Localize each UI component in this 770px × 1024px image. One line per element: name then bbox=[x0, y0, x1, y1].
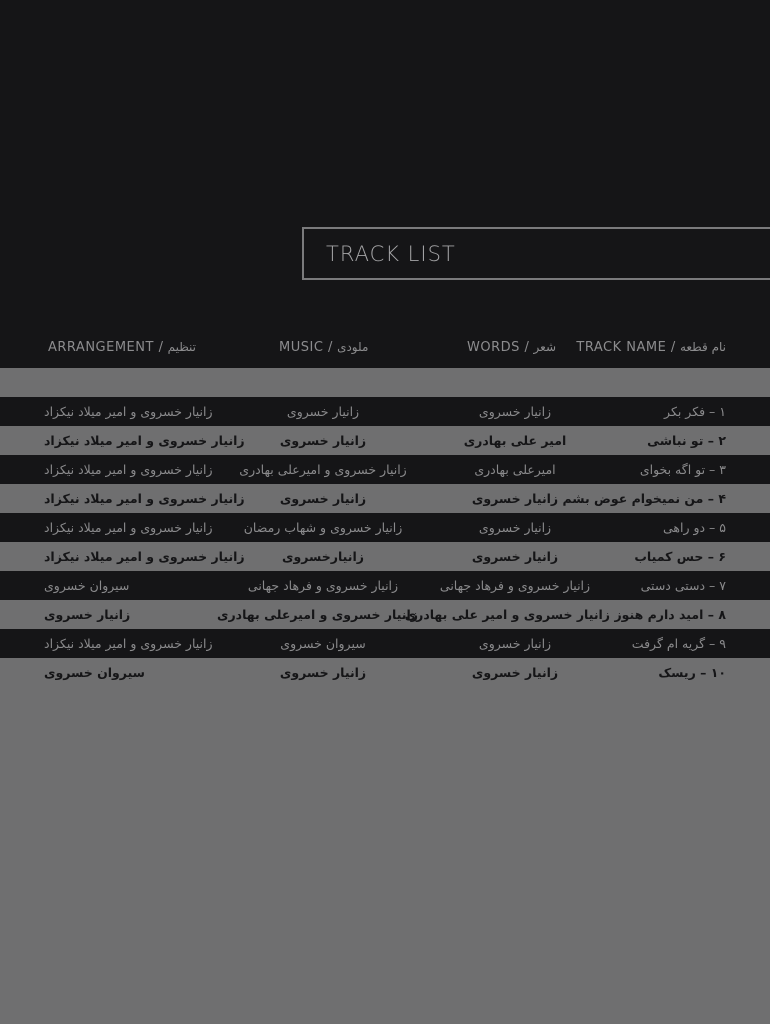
table-row bbox=[0, 513, 770, 542]
track-arrangement: زانیار خسروی و امیر میلاد نیکزاد bbox=[44, 433, 245, 448]
track-words: امیر علی بهادری bbox=[463, 433, 567, 448]
track-words: زانیار خسروی bbox=[471, 491, 559, 506]
track-name: ۱ – فکر بکر bbox=[664, 404, 726, 419]
track-words: زانیار خسروی و فرهاد جهانی bbox=[439, 578, 591, 593]
track-name: ۳ – تو اگه بخوای bbox=[639, 462, 726, 477]
track-name: ۵ – دو راهی bbox=[662, 520, 726, 535]
track-music: زانیار خسروی bbox=[279, 665, 367, 680]
track-music: زانیار خسروی و امیرعلی بهادری bbox=[217, 607, 418, 622]
track-music: زانیار خسروی bbox=[286, 404, 360, 419]
track-music: زانیار خسروی bbox=[279, 491, 367, 506]
table-row bbox=[0, 455, 770, 484]
track-words: امیرعلی بهادری bbox=[474, 462, 556, 477]
track-music: زانیارخسروی bbox=[282, 549, 364, 564]
table-row bbox=[0, 426, 770, 455]
table-row bbox=[0, 658, 770, 687]
table-header bbox=[0, 340, 770, 366]
track-name: ۶ – حس کمیاب bbox=[634, 549, 726, 564]
track-words: زانیار خسروی bbox=[478, 636, 552, 651]
header-arrangement: ARRANGEMENT / تنظیم bbox=[48, 340, 197, 355]
track-name: ۴ – من نمیخوام عوض بشم bbox=[562, 491, 726, 506]
table-row bbox=[0, 600, 770, 629]
header-track-name: TRACK NAME / نام قطعه bbox=[576, 340, 726, 355]
track-arrangement: زانیار خسروی و امیر میلاد نیکزاد bbox=[44, 636, 213, 651]
track-words: زانیار خسروی bbox=[478, 520, 552, 535]
track-arrangement: سیروان خسروی bbox=[44, 665, 145, 680]
table-row bbox=[0, 484, 770, 513]
track-words: زانیار خسروی bbox=[471, 665, 559, 680]
title-box bbox=[302, 227, 770, 280]
track-music: زانیار خسروی و شهاب رمضان bbox=[243, 520, 403, 535]
track-words: زانیار خسروی bbox=[478, 404, 552, 419]
header-words: WORDS / شعر bbox=[467, 340, 557, 355]
track-music: زانیار خسروی bbox=[279, 433, 367, 448]
track-name: ۸ – امید دارم هنوز bbox=[614, 607, 726, 622]
track-name: ۱۰ – ریسک bbox=[658, 665, 726, 680]
track-arrangement: زانیار خسروی و امیر میلاد نیکزاد bbox=[44, 549, 245, 564]
track-music: سیروان خسروی bbox=[280, 636, 366, 651]
table-row bbox=[0, 397, 770, 426]
track-arrangement: زانیار خسروی bbox=[44, 607, 131, 622]
track-music: زانیار خسروی و امیرعلی بهادری bbox=[239, 462, 407, 477]
table-row bbox=[0, 629, 770, 658]
track-arrangement: سیروان خسروی bbox=[44, 578, 130, 593]
header-music: MUSIC / ملودی bbox=[279, 340, 369, 355]
track-words: زانیار خسروی و امیر علی بهادری bbox=[404, 607, 610, 622]
track-arrangement: زانیار خسروی و امیر میلاد نیکزاد bbox=[44, 520, 213, 535]
track-name: ۷ – دستی دستی bbox=[640, 578, 726, 593]
track-arrangement: زانیار خسروی و امیر میلاد نیکزاد bbox=[44, 491, 245, 506]
track-name: ۲ – تو نباشی bbox=[647, 433, 726, 448]
table-row bbox=[0, 542, 770, 571]
track-words: زانیار خسروی bbox=[471, 549, 559, 564]
track-arrangement: زانیار خسروی و امیر میلاد نیکزاد bbox=[44, 462, 213, 477]
page-title: TRACK LIST bbox=[326, 242, 456, 266]
table-row bbox=[0, 571, 770, 600]
track-table bbox=[0, 397, 770, 687]
top-panel bbox=[0, 0, 770, 368]
track-name: ۹ – گریه ام گرفت bbox=[631, 636, 726, 651]
track-music: زانیار خسروی و فرهاد جهانی bbox=[247, 578, 399, 593]
track-arrangement: زانیار خسروی و امیر میلاد نیکزاد bbox=[44, 404, 213, 419]
